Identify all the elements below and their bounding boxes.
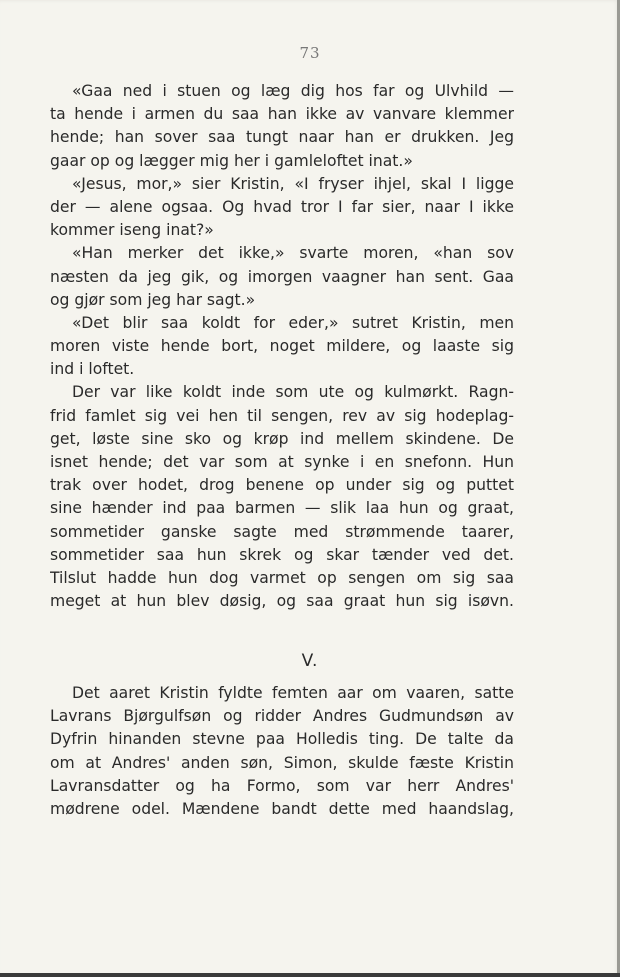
text-line: Tilslut hadde hun dog varmet op sengen om sig saa bbox=[50, 568, 514, 587]
text-line: trak over hodet, drog benene op under sig og puttet bbox=[50, 476, 514, 495]
text-line: sine hænder ind paa barmen — slik laa hun og graat, bbox=[50, 499, 514, 518]
text-line: isnet hende; det var som at synke i en snefonn. Hun bbox=[50, 453, 514, 471]
text-line: Dyfrin hinanden stevne paa Holledis ting. De talte da bbox=[50, 730, 514, 749]
text-line: om at Andres' anden søn, Simon, skulde fæste Kristin bbox=[50, 753, 514, 772]
text-line: hende; han sover saa tungt naar han er drukken. Jeg bbox=[50, 128, 514, 147]
text-line: «Det blir saa koldt for eder,» sutret Kristin, men bbox=[72, 313, 514, 332]
text-line: og gjør som jeg har sagt.» bbox=[50, 290, 256, 309]
page-number: 73 bbox=[299, 44, 321, 62]
text-line: Lavransdatter og ha Formo, som var herr Andres' bbox=[50, 776, 514, 795]
text-line: Det aaret Kristin fyldte femten aar om vaaren, satte bbox=[72, 684, 514, 702]
page-bottom-edge bbox=[0, 973, 620, 977]
text-line: der — alene ogsaa. Og hvad tror I far sier, naar I ikke bbox=[50, 197, 514, 216]
text-block-top bbox=[50, 80, 514, 613]
text-line: mødrene odel. Mændene bandt dette med haandslag, bbox=[50, 799, 514, 818]
text-line: «Gaa ned i stuen og læg dig hos far og Ulvhild — bbox=[72, 82, 514, 100]
text-line: «Han merker det ikke,» svarte moren, «han sov bbox=[72, 244, 514, 263]
text-line: sommetider ganske sagte med strømmende taarer, bbox=[50, 522, 514, 541]
text-line: frid famlet sig vei hen til sengen, rev av sig hodeplag- bbox=[50, 406, 514, 425]
text-line: kommer iseng inat?» bbox=[50, 221, 214, 240]
text-line: næsten da jeg gik, og imorgen vaagner han sent. Gaa bbox=[50, 267, 514, 286]
text-line: «Jesus, mor,» sier Kristin, «I fryser ihjel, skal I ligge bbox=[72, 174, 514, 193]
text-line: ta hende i armen du saa han ikke av vanvare klemmer bbox=[50, 105, 514, 124]
text-block-bottom bbox=[50, 682, 514, 821]
text-line: gaar op og lægger mig her i gamleloftet inat.» bbox=[50, 151, 413, 170]
text-line: Lavrans Bjørgulfsøn og ridder Andres Gudmundsøn av bbox=[50, 707, 514, 726]
chapter-heading: V. bbox=[301, 651, 319, 671]
text-line: ind i loftet. bbox=[50, 360, 135, 379]
text-line: sommetider saa hun skrek og skar tænder ved det. bbox=[50, 545, 514, 564]
text-line: meget at hun blev døsig, og saa graat hun sig isøvn. bbox=[50, 592, 514, 611]
text-line: get, løste sine sko og krøp ind mellem skindene. De bbox=[50, 429, 514, 448]
text-line: moren viste hende bort, noget mildere, og laaste sig bbox=[50, 337, 514, 356]
text-line: Der var like koldt inde som ute og kulmørkt. Ragn- bbox=[72, 383, 514, 402]
